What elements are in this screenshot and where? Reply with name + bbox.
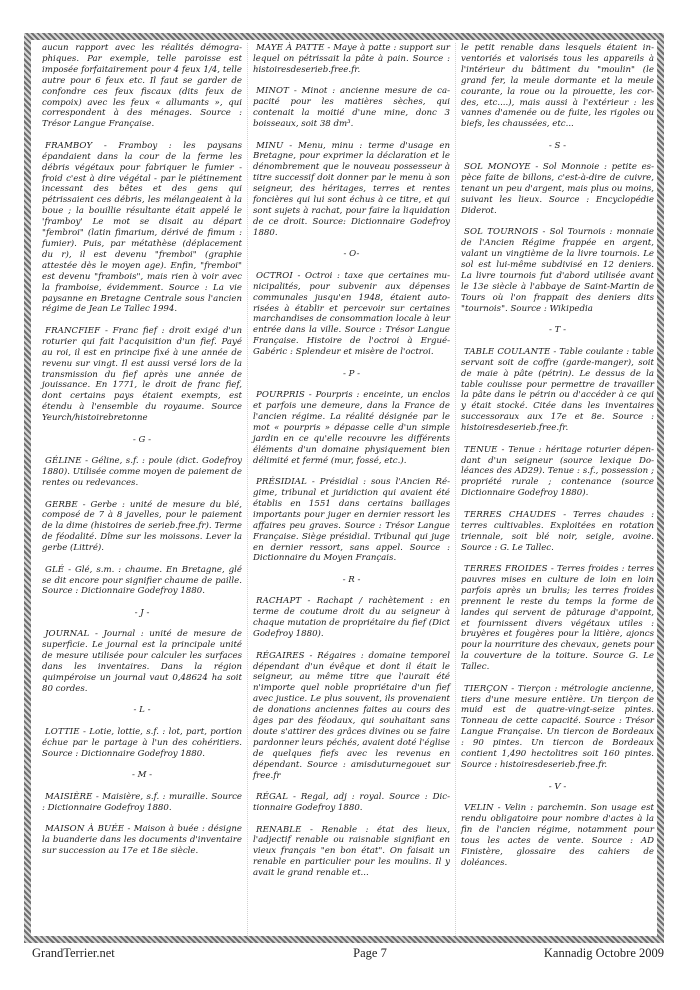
column-2 (247, 43, 455, 936)
entry-definition: - Octroi : taxe que certaines municipalités, pour subvenir aux dépenses communales jusqu'en 1948, étaient autorisées à établir et percevoir sur certaines marchandises de consommation locale à leur entrée dans la ville. Source : Trésor Langue Française. Histoire de l'octroi à Ergué-Gabéric : Splendeur et misère de l'octroi. (253, 270, 450, 358)
entry-term: TENUE (464, 444, 498, 455)
entry-definition: - Pourpris : enceinte, un enclos et parfois une demeure, dans la France de l'ancien régime. La réalité désignée par le mot « pourpris » dépasse celle d'un simple jardin en ce qu'elle recouvre les différents éléments d'un domaine physiquement bien délimité et fermé (mur, fossé, etc.). (253, 390, 450, 466)
letter-section-heading: - J - (134, 607, 150, 618)
entry-definition: - Sol Tournois : monnaie de l'Ancien Régime frappée en argent, valant un vingtième de la livre tournois. Le sol est lui-même subdivisé en 12 deniers. La livre tournois fut d'abord utilisée avant le 13e siècle à l'abbaye de Saint-Martin de Tours où l'on frappait des deniers dits "tournois". Source : Wikipedia (461, 227, 654, 314)
entry-definition: - Maisière, s.f. : muraille. Source : Dictionnaire Godefroy 1880. (42, 791, 242, 813)
entry-definition: - Tierçon : métrologie ancienne, tiers d'une mesure entière. Un tierçon de muid est de quatre-vingt-seize pintes. Tonneau de cette capacité. Source : Trésor Langue Française. Un tiercon de Bordeaux : 90 pintes. Un tiercon de Bordeaux contient 1,490 hectolitres soit 160 pintes. Source : histoiresdeserieb.free.fr. (461, 683, 654, 770)
entry-definition: - Rachapt / rachètement : en terme de coutume droit du au seigneur à chaque mutation de propriétaire du fief (Dict Godefroy 1880). (253, 596, 450, 640)
entry-term: JOURNAL (45, 629, 90, 640)
entry-term: TIERÇON (464, 683, 508, 694)
glossary-entry (253, 596, 450, 640)
page-border-frame (24, 33, 664, 943)
glossary-entry (253, 792, 450, 814)
letter-section-heading: - T - (548, 325, 566, 336)
glossary-entry (461, 510, 654, 554)
glossary-entry-continued (461, 43, 654, 130)
glossary-entry (461, 162, 654, 217)
entry-term: POURPRIS (256, 390, 305, 401)
letter-section-heading: - G - (132, 434, 152, 445)
entry-definition: - Journal : unité de mesure de superficie. Le journal est la principale unité de mesure utilisée pour calculer les surfaces dans les inventaires. Dans la région quimpéroise un journal vaut 0,48624 ha soit 80 cordes. (42, 629, 242, 694)
glossary-entry (42, 824, 242, 857)
letter-section-heading: - M - (131, 770, 153, 781)
glossary-entry (253, 825, 450, 880)
entry-definition: - Lotie, lottie, s.f. : lot, part, portion échue par le partage à l'un des cohéritiers. Source : Dictionnaire Godefroy 1880. (42, 726, 242, 759)
glossary-entry (253, 43, 450, 76)
glossary-entry (42, 456, 242, 489)
letter-section-heading: - S - (548, 140, 567, 151)
footer-page-number: Page 7 (353, 946, 387, 960)
glossary-entry (253, 271, 450, 358)
entry-definition: - Régaires : domaine temporel dépendant d'un évêque et dont il était le seigneur, au même titre que l'aurait été n'importe quel noble propriétaire d'un fief avec justice. Le plus souvent, ils provenaient de donations anciennes faites au cours des âges par des féodaux, qui souhaitant sans doute s'attirer des grâces divines ou se faire pardonner leurs péchés, avaient doté l'église de quelques fiefs avec les revenus en dépendant. Source : amisduturnegouet sur free.fr (253, 650, 450, 781)
letter-section-heading: - P - (342, 368, 361, 379)
glossary-entry-continued (42, 43, 242, 130)
glossary-entry (461, 684, 654, 771)
entry-term: TERRES CHAUDES (464, 509, 557, 520)
entry-term: FRAMBOY (45, 140, 93, 151)
entry-term: MAYE À PATTE (256, 43, 325, 53)
glossary-entry (253, 390, 450, 466)
entry-term: GERBE (45, 499, 78, 510)
entry-term: RACHAPT (256, 596, 302, 607)
entry-definition: - Gerbe : unité de mesure du blé, composé de 7 à 8 javelles, pour le paiement de la dime (histoires de serieb.free.fr). Terme de féodalité. Dîme sur les moissons. Lever la gerbe (Littré). (42, 499, 242, 554)
footer-issue: Kannadig Octobre 2009 (543, 946, 664, 960)
glossary-entry (253, 651, 450, 782)
entry-term: GÉLINE (45, 456, 82, 467)
entry-definition: - Regal, adj : royal. Source : Dictionnaire Godefroy 1880. (253, 792, 450, 813)
entry-term: SOL TOURNOIS (464, 227, 539, 238)
entry-term: TERRES FROIDES (464, 564, 548, 574)
letter-section-heading: - L - (133, 705, 151, 716)
entry-definition: - Menu, minu : terme d'usage en Bretagne, pour exprimer la déclaration et le dénombrement que le nouveau possesseur à titre successif doit donner par le menu à son seigneur, des héritages, terres et rentes foncières qui lui sont échus à ce titre, et qui sont sujets à rachat, pour faire la liquidation de ce droit. Source: Dictionnaire Godefroy 1880. (253, 140, 450, 238)
glossary-entry (461, 347, 654, 434)
entry-definition: - Présidial : sous l'Ancien Régime, tribunal et juridiction qui avaient été établis en 1551 dans certains baillages importants pour juger en dernier ressort les affaires peu graves. Source : Trésor Langue Française. Siège présidial. Tribunal qui juge en dernier ressort, sans appel. Source : Dictionnaire du Moyen Français. (253, 477, 450, 564)
entry-term: TABLE COULANTE (464, 346, 551, 357)
column-1 (37, 43, 247, 936)
entry-definition: - Franc fief : droit exigé d'un roturier qui fait l'acquisition d'un fief. Payé au roi, il est en principe fixé à une année de revenu sur vingt. Il est aussi versé lors de la transmission du fief après une année de jouissance. En 1771, le droit de franc fief, dont certains pays étaient exempts, est étendu à l'ensemble du royaume. Source Yeurch/histoirebretonne (42, 325, 242, 424)
entry-definition: - Renable : état des lieux, l'adjectif renable ou raisnable signifiant en vieux français "en bon état". On faisait un renable en particulier pour les moulins. Il y avait le grand renable et... (253, 824, 450, 879)
entry-definition: - Table coulante : table servant soit de coffre (garde-manger), soit de maie à pâte (pétrin). Le dessus de la table coulisse pour permettre de travailler la pâte dans le pétrin ou d'accéder à ce qui y était stocké. Citée dans les inventaires successoraux aux 17e et 8e. Source : histoiresdeserieb.free.fr. (461, 346, 654, 434)
glossary-columns (31, 40, 657, 936)
entry-definition: - Framboy : les paysans épandaient dans la cour de la ferme les débris végétaux pour fabriquer le fumier - froid c'est à dire végétal - par le piétinement incessant des bêtes et des gens qui pétrissaient ces débris, les mélangeaient à la boue ; la bouillie résultante était appelé le 'framboy' Le mot se disait au départ "fembroi" (latin fimarium, dérivé de fimum : fumier). Puis, par métathèse (déplacement du r), il est devenu "fremboi" (graphie attestée dès le moyen age). Enfin, "fremboi" est devenu "frambois", mais rien à voir avec la framboise, évidemment. Source : La vie paysanne en Bretagne Centrale sous l'ancien régime de Jean Le Tallec 1994. (42, 140, 242, 315)
glossary-entry (42, 629, 242, 694)
entry-term: MINU (256, 140, 284, 151)
entry-definition: - Tenue : héritage roturier dépendant d'un seigneur (source lexique Doléances des AD29). Tenue : s.f., possession ; propriété rurale ; contenance (source Dictionnaire Godefroy 1880). (461, 444, 654, 499)
glossary-entry (461, 227, 654, 314)
entry-term: RÉGAL (256, 792, 289, 803)
entry-definition: - Terres froides : terres pauvres mises en culture de loin en loin parfois après un brulis; les terres froides prennent le reste du temps la forme de landes qui servent de pâturage d'appoint, et fournissent divers végétaux utiles : bruyères et fougères pour la litière, ajoncs pour la nourriture des chevaux, genets pour la couverture de la toiture. Source G. Le Tallec. (461, 564, 654, 673)
glossary-entry (253, 141, 450, 239)
entry-term: OCTROI (256, 270, 293, 281)
entry-definition: - Maison à buée : désigne la buanderie dans les documents d'inventaire sur succession au 17e et 18e siècle. (42, 824, 242, 856)
entry-term: MINOT (256, 86, 289, 97)
entry-definition: - Terres chaudes : terres cultivables. Exploitées en rotation triennale, soit blé noir, seigle, avoine. Source : G. Le Tallec. (461, 509, 655, 553)
glossary-entry (253, 477, 450, 564)
footer-site-name: GrandTerrier.net (32, 946, 115, 960)
glossary-entry (461, 803, 654, 868)
entry-term: PRÉSIDIAL (256, 477, 307, 488)
glossary-entry (42, 792, 242, 814)
glossary-entry (461, 445, 654, 500)
entry-definition: - Maye à patte : support sur lequel on pétrissait la pâte à pain. Source : histoiresdeserieb.free.fr. (253, 43, 450, 75)
glossary-entry (42, 565, 242, 598)
glossary-entry (253, 86, 450, 130)
column-3 (455, 43, 659, 936)
glossary-entry (42, 141, 242, 316)
glossary-entry (461, 564, 654, 673)
glossary-entry (42, 500, 242, 555)
entry-term: VELIN (464, 803, 494, 813)
entry-term: GLÉ (45, 564, 65, 575)
entry-definition: le petit renable dans lesquels étaient inventoriés et valorisés tous les appareils à l'intérieur du bâtiment du "moulin" (le grand fer, la meule dormante et la meule courante, la roue ou la pirouette, les cordes, etc....), mais aussi à l'extérieur : les vannes d'amenée ou de fuite, les rigoles ou biefs, les chaussées, etc... (461, 43, 654, 130)
entry-definition: aucun rapport avec les réalités démographiques. Par exemple, telle paroisse est imposée forfaitairement pour 4 feux 1/4, telle autre pour 6 feux etc. Il faut se garder de confondre ces feux fiscaux (dits feux de compoix) avec les feux « allumants », qui correspondent à des ménages. Source : Trésor Langue Française. (42, 43, 242, 130)
entry-term: SOL MONOYE (464, 162, 531, 173)
entry-term: LOTTIE (45, 726, 80, 737)
entry-term: RÉGAIRES (256, 650, 305, 661)
glossary-entry (42, 727, 242, 760)
entry-definition: - Géline, s.f. : poule (dict. Godefroy 1880). Utilisée comme moyen de paiement de rentes ou redevances. (42, 456, 242, 488)
letter-section-heading: - R - (342, 574, 361, 585)
entry-definition: - Minot : ancienne mesure de capacité pour les matières sèches, qui contenait la moitié d'une mine, donc 3 boisseaux, soit 38 dm³. (253, 86, 450, 130)
entry-term: RENABLE (256, 824, 302, 835)
entry-term: FRANCFIEF (45, 325, 101, 336)
letter-section-heading: - O- (343, 249, 360, 260)
letter-section-heading: - V - (548, 781, 567, 792)
entry-definition: - Sol Monnoie : petite espèce faite de billons, c'est-à-dire de cuivre, tenant un peu d'argent, mais plus ou moins, suivant les lieux. Source : Encyclopédie Diderot. (461, 162, 654, 216)
page-footer (30, 946, 670, 962)
entry-definition: - Velin : parchemin. Son usage est rendu obligatoire pour nombre d'actes à la fin de l'ancien régime, notamment pour tous les actes de vente. Source : AD Finistère, glossaire des cahiers de doléances. (461, 803, 654, 868)
entry-definition: - Glé, s.m. : chaume. En Bretagne, glé se dit encore pour signifier chaume de paille. Source : Dictionnaire Godefroy 1880. (42, 564, 242, 597)
entry-term: MAISIÈRE (45, 791, 93, 802)
glossary-entry (42, 326, 242, 424)
entry-term: MAISON À BUÉE (45, 824, 125, 835)
